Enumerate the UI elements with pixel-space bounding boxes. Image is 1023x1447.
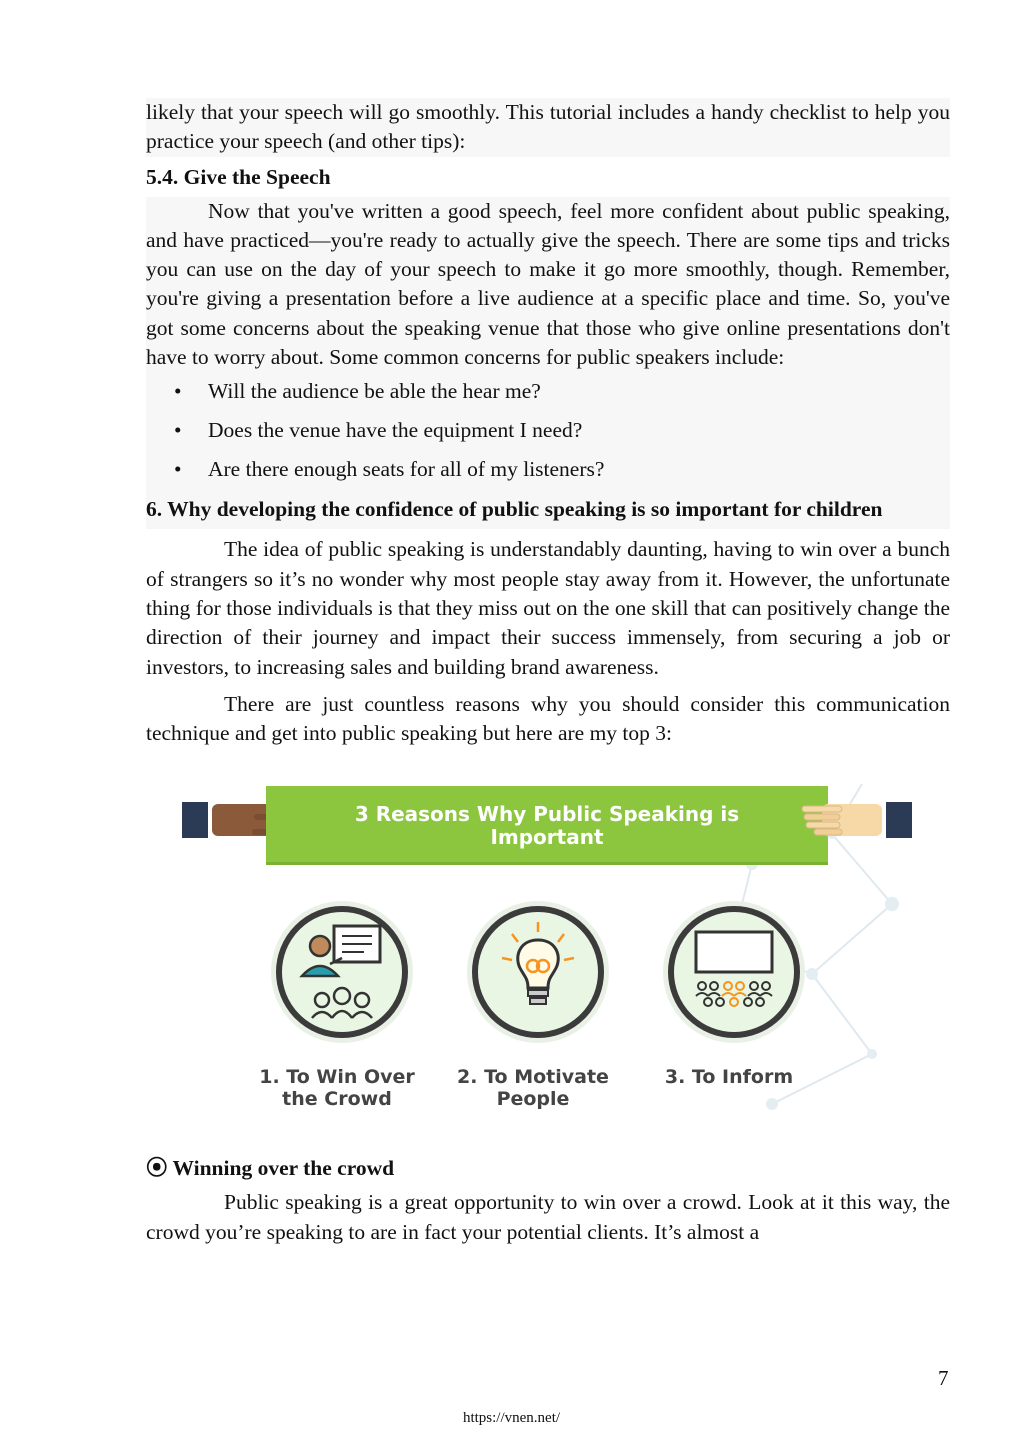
winning-heading (146, 1154, 394, 1183)
section-6-heading: 6. Why developing the confidence of public speaking is so important for children (146, 497, 883, 522)
reason-2-circle (472, 906, 604, 1038)
concerns-list (146, 372, 950, 489)
list-item-text: Are there enough seats for all of my listeners? (208, 457, 605, 482)
right-hand-icon (800, 796, 912, 844)
intro-paragraph: likely that your speech will go smoothly. This tutorial includes a handy checklist to help you practice your speech (and other tips): (146, 100, 950, 154)
winning-heading-text: Winning over the crowd (172, 1156, 395, 1181)
target-bullet-icon: ⦿ (146, 1156, 168, 1181)
bullet-icon: • (174, 379, 182, 404)
winning-heading-wrap (146, 1148, 950, 1188)
section-6-heading-wrap (146, 489, 950, 529)
page-content (146, 98, 950, 1247)
banner-title-line-2: Important (490, 825, 604, 850)
list-item-text: Does the venue have the equipment I need? (208, 418, 583, 443)
presenter-icon (282, 912, 402, 1032)
infographic (182, 774, 912, 1134)
reason-2-label-line-1: 2. To Motivate (457, 1066, 609, 1089)
section-6-paragraph-2: There are just countless reasons why you should consider this communication technique and get into public speaking but here are my top 3: (146, 691, 950, 746)
list-item-text: Will the audience be able the hear me? (208, 379, 541, 404)
reason-1-label (242, 1066, 432, 1110)
reason-1-circle (276, 906, 408, 1038)
section-5-4-paragraph: Now that you've written a good speech, feel more confident about public speaking, and have practiced—you're ready to actually give the speech. There are some tips and tricks you can use on the day of your speech to make it go more smoothly, though. Remember, you're giving a presentation before a live audience at a specific place and time. So, you've got some concerns about the speaking venue that those who give online presentations don't have to worry about. Some common concerns for public speakers include: (146, 198, 950, 370)
reason-2-label-line-2: People (496, 1088, 570, 1111)
reason-1-label-line-2: the Crowd (282, 1088, 392, 1111)
reason-2-label (438, 1066, 628, 1110)
section-5-4-heading-wrap (146, 157, 950, 197)
reason-1-label-line-1: 1. To Win Over (259, 1066, 415, 1089)
winning-paragraph: Public speaking is a great opportunity to win over a crowd. Look at it this way, the crowd you’re speaking to are in fact your potential clients. It’s almost a (146, 1190, 950, 1244)
page-number: 7 (938, 1366, 949, 1390)
reason-3-label (634, 1066, 824, 1088)
section-5-4-heading: 5.4. Give the Speech (146, 164, 331, 189)
list-item (146, 411, 950, 450)
reason-3-label-line-1: 3. To Inform (664, 1066, 794, 1089)
lightbulb-icon (478, 912, 598, 1032)
bullet-icon: • (174, 457, 182, 482)
intro-block (146, 98, 950, 157)
screen-audience-icon (674, 912, 794, 1032)
footer-url: https://vnen.net/ (462, 1410, 561, 1426)
list-item (146, 372, 950, 411)
reason-3-circle (668, 906, 800, 1038)
list-item (146, 450, 950, 489)
section-5-4-body (146, 197, 950, 490)
banner-title-line-1: 3 Reasons Why Public Speaking is (354, 802, 740, 827)
banner-title (266, 786, 828, 864)
section-6-paragraph-1: The idea of public speaking is understandably daunting, having to win over a bunch of strangers so it’s no wonder why most people stay away from it. However, the unfortunate thing for those individuals is that they miss out on the one skill that can positively change the direction of their journey and impact their success immensely, from securing a job or investors, to increasing sales and building brand awareness. (146, 537, 950, 679)
bullet-icon: • (174, 418, 182, 443)
